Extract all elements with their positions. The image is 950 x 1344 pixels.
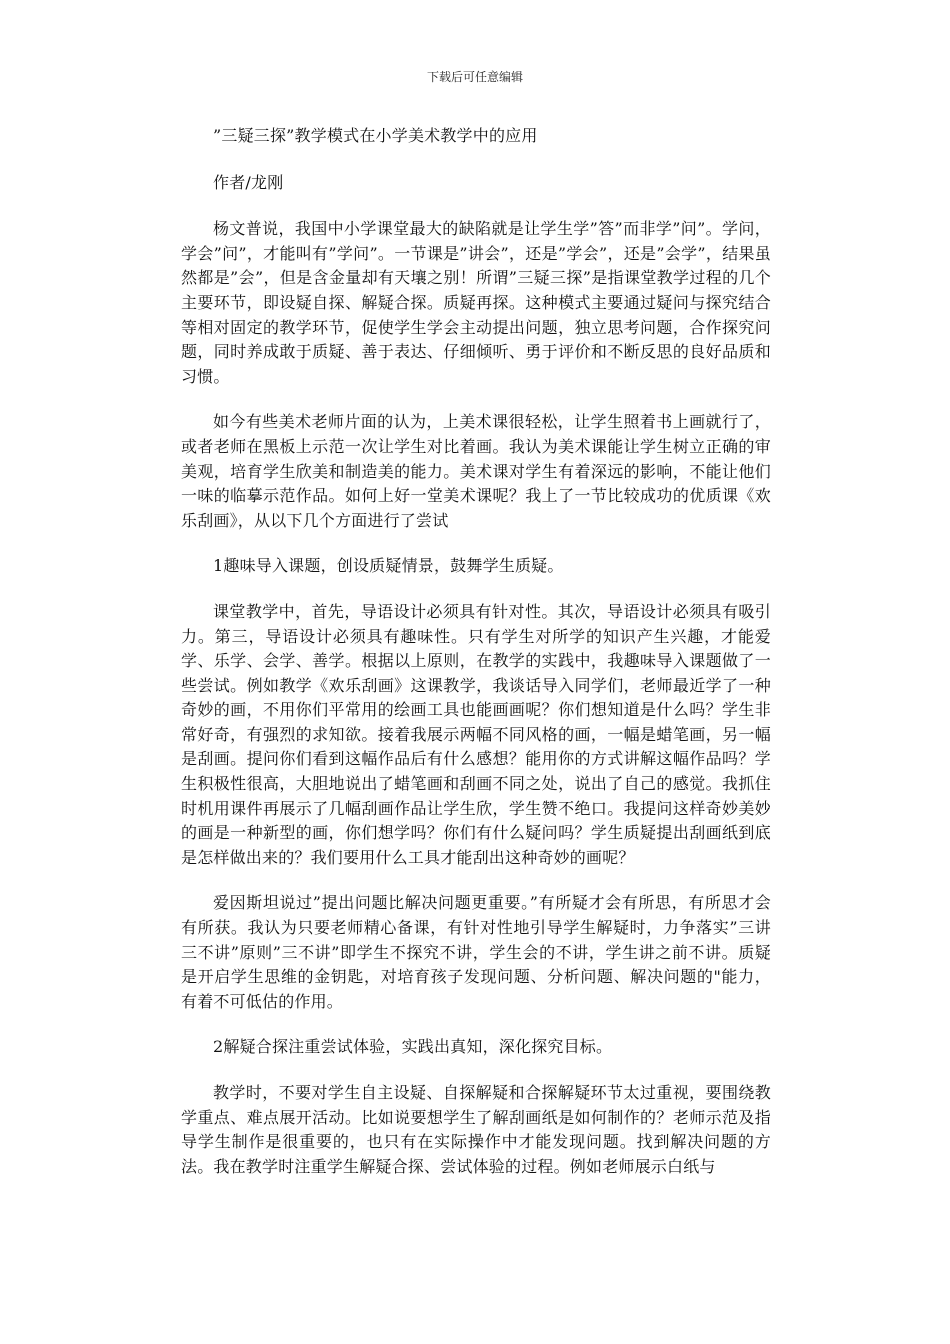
page-header-note: 下载后可任意编辑 — [426, 70, 523, 84]
paragraph: 爱因斯坦说过”提出问题比解决问题更重要。”有所疑才会有所思，有所思才会有所获。我认为只要老师精心备课，有针对性地引导学生解疑时，力争落实”三讲三不讲”原则”三不讲”即学生不探究不讲，学生会的不讲，学生讲之前不讲。质疑是开启学生思维的金钥匙，对培育孩子发现问题、分析问题、解决问题的"能力，有着不可低估的作用。 — [181, 893, 771, 1011]
document-body — [181, 124, 771, 1179]
document-author: 作者/龙刚 — [213, 172, 284, 192]
paragraph: 杨文普说，我国中小学课堂最大的缺陷就是让学生学”答”而非学”问”。学问，学会”问”，才能叫有”学问”。一节课是”讲会”，还是”学会”，还是”会学”，结果虽然都是”会”，但是含金量却有天壤之别！所谓”三疑三探”是指课堂教学过程的几个主要环节，即设疑自探、解疑合探。质疑再探。这种模式主要通过疑问与探究结合等相对固定的教学环节，促使学生学会主动提出问题，独立思考问题，合作探究问题，同时养成敢于质疑、善于表达、仔细倾听、勇于评价和不断反思的良好品质和习惯。 — [181, 219, 771, 386]
section-heading: 1趣味导入课题，创设质疑情景，鼓舞学生质疑。 — [213, 556, 564, 576]
paragraph: 课堂教学中，首先，导语设计必须具有针对性。其次，导语设计必须具有吸引力。第三，导语设计必须具有趣味性。只有学生对所学的知识产生兴趣，才能爱学、乐学、会学、善学。根据以上原则，在教学的实践中，我趣味导入课题做了一些尝试。例如教学《欢乐刮画》这课教学，我谈话导入同学们，老师最近学了一种奇妙的画，不用你们平常用的绘画工具也能画画呢？你们想知道是什么吗？学生非常好奇，有强烈的求知欲。接着我展示两幅不同风格的画，一幅是蜡笔画，另一幅是刮画。提问你们看到这幅作品后有什么感想？能用你的方式讲解这幅作品吗？学生积极性很高，大胆地说出了蜡笔画和刮画不同之处，说出了自己的感觉。我抓住时机用课件再展示了几幅刮画作品让学生欣，学生赞不绝口。我提问这样奇妙美妙的画是一种新型的画，你们想学吗？你们有什么疑问吗？学生质疑提出刮画纸到底是怎样做出来的？我们要用什么工具才能刮出这种奇妙的画呢？ — [181, 601, 771, 867]
paragraph: 教学时，不要对学生自主设疑、自探解疑和合探解疑环节太过重视，要围绕教学重点、难点展开活动。比如说要想学生了解刮画纸是如何制作的？老师示范及指导学生制作是很重要的，也只有在实际操作中才能发现问题。找到解决问题的方法。我在教学时注重学生解疑合探、尝试体验的过程。例如老师展示白纸与 — [181, 1083, 771, 1176]
document-title: ”三疑三探”教学模式在小学美术教学中的应用 — [213, 126, 538, 145]
paragraph: 如今有些美术老师片面的认为，上美术课很轻松，让学生照着书上画就行了，或者老师在黑板上示范一次让学生对比着画。我认为美术课能让学生树立正确的审美观，培育学生欣美和制造美的能力。美术课对学生有着深远的影响，不能让他们一味的临摹示范作品。如何上好一堂美术课呢？我上了一节比较成功的优质课《欢乐刮画》，从以下几个方面进行了尝试 — [181, 412, 771, 530]
section-heading: 2解疑合探注重尝试体验，实践出真知，深化探究目标。 — [213, 1037, 613, 1057]
